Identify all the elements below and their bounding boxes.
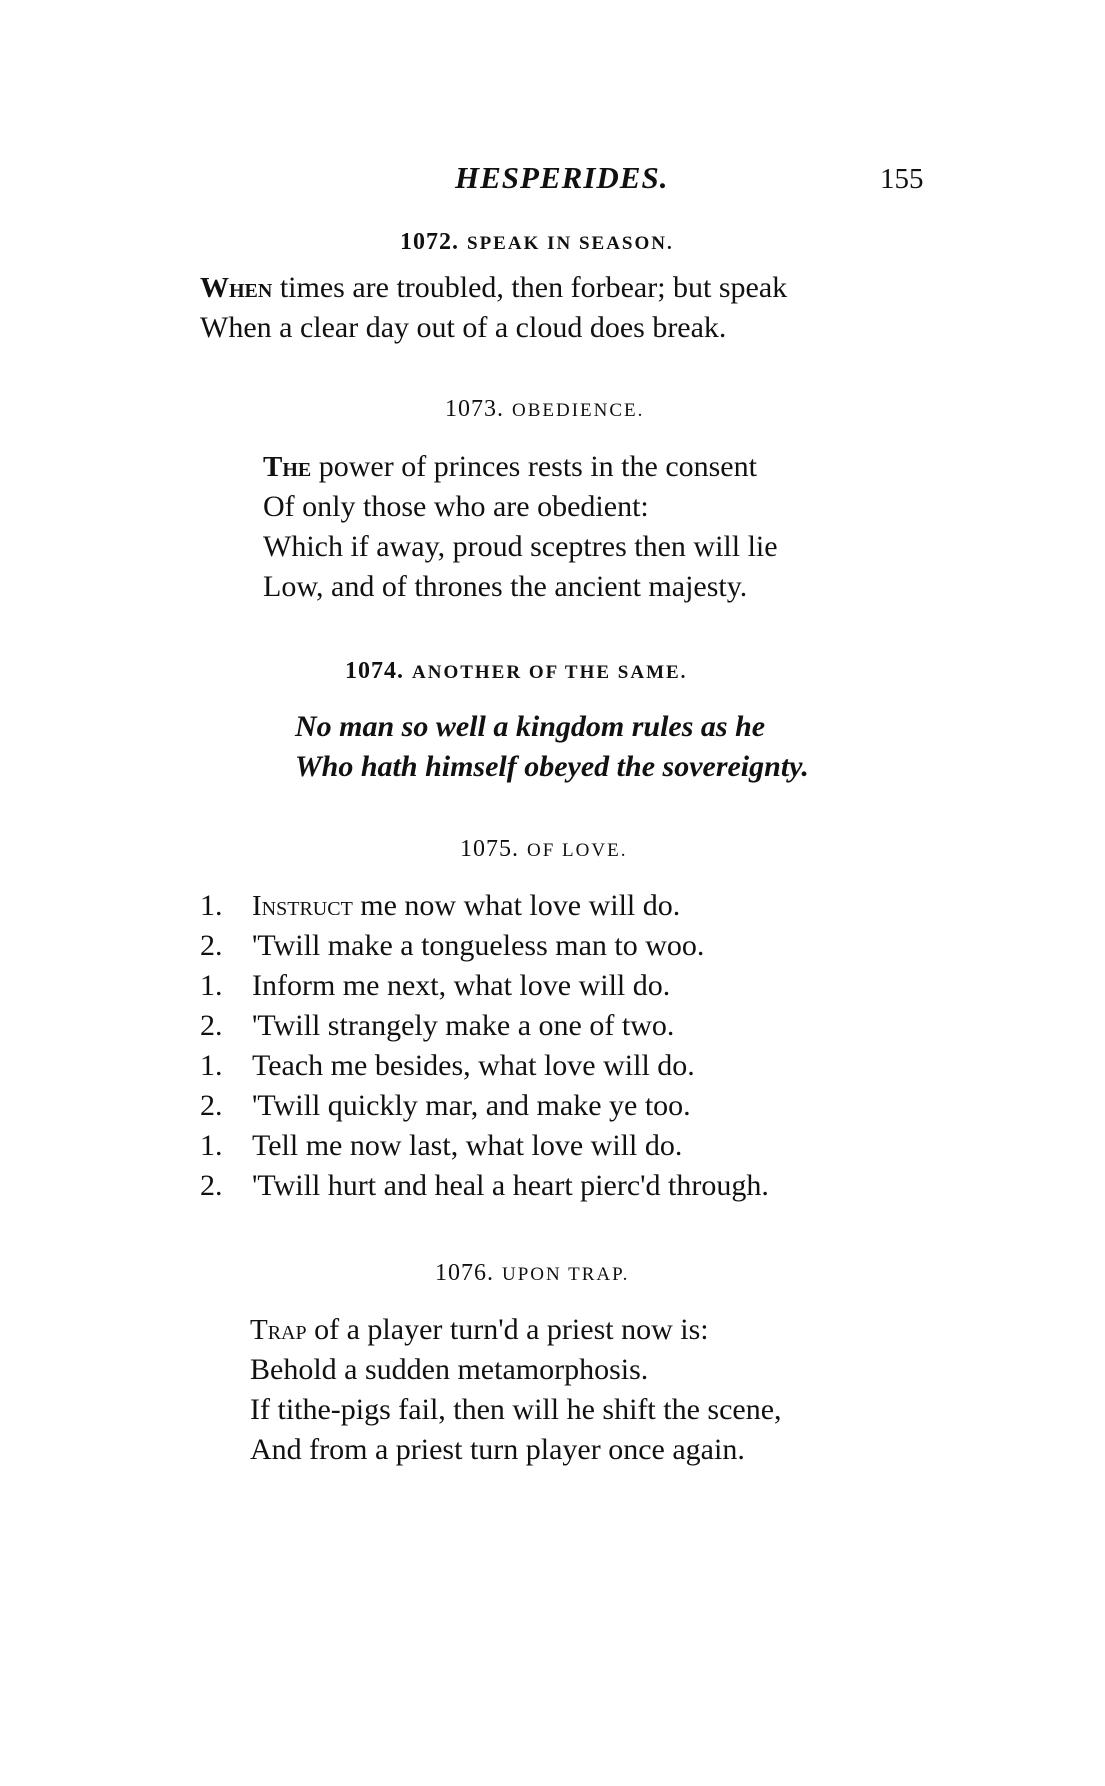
poem-title-1076 — [435, 1260, 629, 1287]
poem-body-1072 — [200, 268, 787, 348]
dialogue-line: 2. 'Twill strangely make a one of two. — [200, 1006, 769, 1046]
dialogue-line: 1. Tell me now last, what love will do. — [200, 1126, 769, 1166]
poem-title-text: ANOTHER OF THE SAME. — [412, 662, 688, 683]
verse-line: Which if away, proud sceptres then will lie — [263, 530, 778, 563]
dialogue-line: 1. Instruct me now what love will do. — [200, 886, 769, 926]
verse-line: When times are troubled, then forbear; but speak — [200, 271, 788, 304]
speaker-number: 2. — [200, 1089, 223, 1122]
verse-line: When a clear day out of a cloud does break. — [200, 311, 727, 344]
lead-word: The — [263, 451, 312, 483]
poem-number: 1074. — [345, 658, 404, 684]
poem-title-1075 — [460, 836, 627, 863]
poem-number: 1072. — [400, 229, 459, 255]
dialogue-line: 2. 'Twill quickly mar, and make ye too. — [200, 1086, 769, 1126]
poem-title-text: OF LOVE. — [527, 840, 628, 861]
poem-number: 1075. — [460, 836, 519, 862]
poem-body-1076 — [250, 1310, 782, 1470]
page-number: 155 — [880, 163, 924, 195]
speaker-number: 2. — [200, 1169, 223, 1202]
poem-title-1072 — [400, 229, 674, 256]
verse-line: Behold a sudden metamorphosis. — [250, 1353, 649, 1386]
verse-line: The power of princes rests in the consent — [263, 450, 757, 483]
speaker-number: 1. — [200, 969, 223, 1002]
speaker-number: 1. — [200, 1049, 223, 1082]
lead-word: Trap — [250, 1314, 307, 1346]
dialogue-line: 2. 'Twill make a tongueless man to woo. — [200, 926, 769, 966]
poem-body-1073 — [263, 447, 778, 607]
poem-title-1074 — [345, 658, 687, 685]
dialogue-line: 1. Teach me besides, what love will do. — [200, 1046, 769, 1086]
poem-body-1075 — [200, 886, 769, 1206]
verse-line: And from a priest turn player once again. — [250, 1433, 745, 1466]
verse-line: Of only those who are obedient: — [263, 490, 649, 523]
running-title: HESPERIDES. — [455, 160, 669, 195]
verse-line: Trap of a player turn'd a priest now is: — [250, 1313, 709, 1346]
poem-title-text: OBEDIENCE. — [512, 400, 645, 421]
poem-title-text: UPON TRAP. — [502, 1264, 630, 1285]
verse-line: Low, and of thrones the ancient majesty. — [263, 570, 748, 603]
poem-title-text: SPEAK IN SEASON. — [467, 233, 674, 254]
verse-line: Who hath himself obeyed the sovereignty. — [295, 750, 809, 783]
poem-body-1074 — [295, 707, 809, 787]
speaker-number: 2. — [200, 1009, 223, 1042]
poem-number: 1073. — [445, 396, 504, 422]
speaker-number: 1. — [200, 889, 223, 922]
lead-word: Instruct — [252, 890, 353, 922]
poem-number: 1076. — [435, 1260, 494, 1286]
dialogue-line: 1. Inform me next, what love will do. — [200, 966, 769, 1006]
speaker-number: 2. — [200, 929, 223, 962]
speaker-number: 1. — [200, 1129, 223, 1162]
poem-title-1073 — [445, 396, 644, 423]
lead-word: When — [200, 272, 273, 304]
verse-line: If tithe-pigs fail, then will he shift the scene, — [250, 1393, 782, 1426]
verse-line: No man so well a kingdom rules as he — [295, 710, 766, 743]
dialogue-line: 2. 'Twill hurt and heal a heart pierc'd through. — [200, 1166, 769, 1206]
